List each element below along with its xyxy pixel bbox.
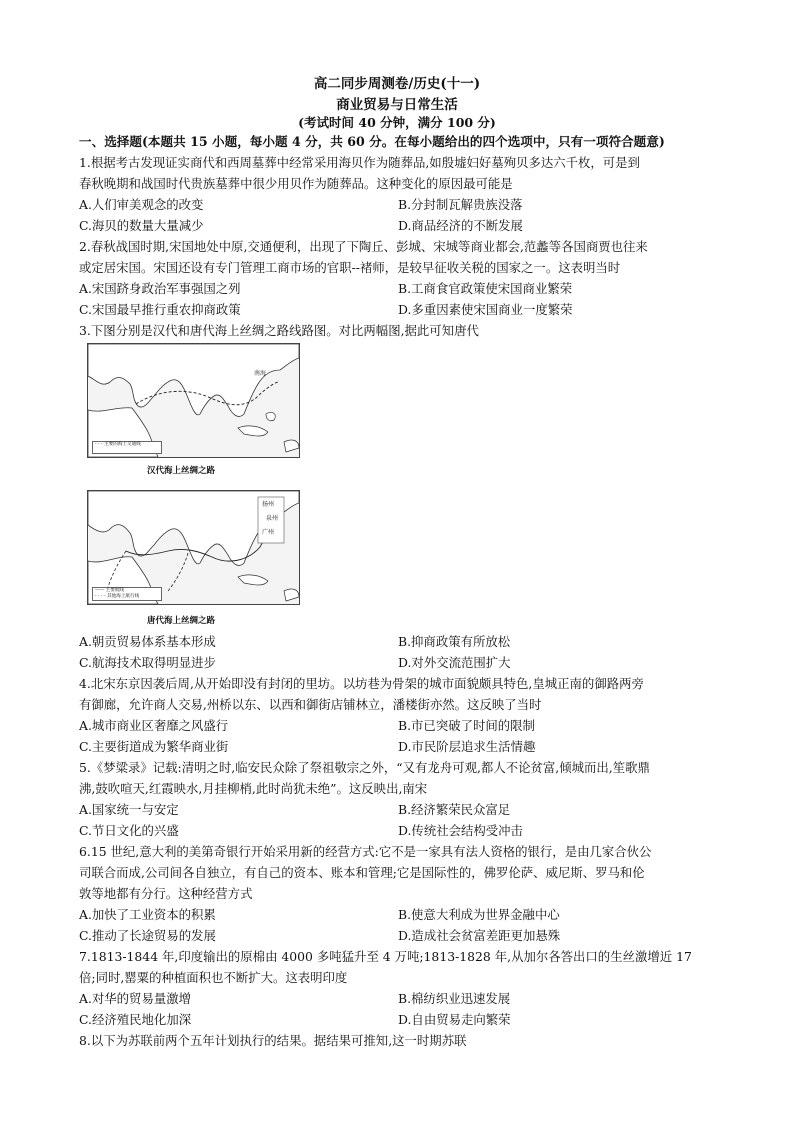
exam-title: 高二同步周测卷/历史(十一) [313, 76, 481, 92]
question-1-option-d[interactable]: D.商品经济的不断发展 [398, 218, 523, 233]
question-3-option-c[interactable]: C.航海技术取得明显进步 [79, 655, 216, 670]
tang-map-caption: 唐代海上丝绸之路 [147, 616, 216, 626]
tang-map-label-yangzhou: 扬州 [262, 501, 275, 508]
question-4-stem-cont: 有御廊，允许商人交易,州桥以东、以西和御街店铺林立，潘楼街亦然。这反映了当时 [79, 697, 542, 712]
question-6-stem-cont: 司联合而成,公司间各自独立，有自己的资本、账本和管理;它是国际性的，佛罗伦萨、威尼斯、罗马和伦 [79, 865, 645, 880]
question-1-option-a[interactable]: A.人们审美观念的改变 [79, 197, 204, 212]
question-2-stem-cont: 或定居宋国。宋国还设有专门管理工商市场的官职--褚师，是较早征收关税的国家之一。这表明当时 [79, 260, 621, 275]
question-6-option-a[interactable]: A.加快了工业资本的积累 [79, 907, 216, 922]
question-4-stem: 4.北宋东京因袭后周,从开始即没有封闭的里坊。以坊巷为骨架的城市面貌颇具特色,皇城正南的御路两旁 [79, 676, 644, 691]
han-map-label-nanhai: 南海 [254, 370, 267, 377]
tang-map-legend-main: —— 主要航线 [95, 588, 125, 593]
question-5-option-d[interactable]: D.传统社会结构受冲击 [398, 823, 523, 838]
section-heading: 一、选择题(本题共 15 小题，每小题 4 分，共 60 分。在每小题给出的四个选项中，只有一项符合题意) [79, 134, 665, 149]
question-1-option-b[interactable]: B.分封制瓦解贵族没落 [398, 197, 523, 212]
question-6-option-b[interactable]: B.使意大利成为世界金融中心 [398, 907, 560, 922]
question-7-option-b[interactable]: B.棉纺织业迅速发展 [398, 991, 511, 1006]
question-6-option-d[interactable]: D.造成社会贫富差距更加悬殊 [398, 928, 561, 943]
question-1-stem-cont: 春秋晚期和战国时代贵族墓葬中很少用贝作为随葬品。这种变化的原因最可能是 [79, 176, 513, 191]
question-7-stem: 7.1813-1844 年,印度输出的原棉由 4000 多吨猛升至 4 万吨;1813-1828 年,从加尔各答出口的生丝激增近 17 [79, 949, 692, 964]
tang-map-legend-other: - - - - 其他海上航行线 [95, 594, 140, 599]
question-2-option-c[interactable]: C.宋国最早推行重农抑商政策 [79, 302, 241, 317]
question-6-stem: 6.15 世纪,意大利的美第奇银行开始采用新的经营方式:它不是一家具有法人资格的银行，是由几家合伙公 [79, 844, 652, 859]
exam-info: (考试时间 40 分钟，满分 100 分) [298, 115, 496, 130]
question-1-stem: 1.根据考古发现证实商代和西周墓葬中经常采用海贝作为随葬品,如殷墟妇好墓殉贝多达六千枚，可是到 [79, 155, 640, 170]
question-4-option-b[interactable]: B.市已突破了时间的限制 [398, 718, 535, 733]
question-6-option-c[interactable]: C.推动了长途贸易的发展 [79, 928, 216, 943]
tang-map-label-quanzhou: 泉州 [266, 515, 279, 522]
question-7-option-c[interactable]: C.经济殖民地化加深 [79, 1012, 192, 1027]
question-5-option-a[interactable]: A.国家统一与安定 [79, 802, 179, 817]
tang-map-label-guangzhou: 广州 [262, 529, 275, 536]
question-5-stem: 5.《梦粱录》记载:清明之时,临安民众除了祭祖敬宗之外，“又有龙舟可观,都人不论贫富,倾城而出,笙歌鼎 [79, 760, 650, 775]
question-7-option-a[interactable]: A.对华的贸易量激增 [79, 991, 192, 1006]
question-7-option-d[interactable]: D.自由贸易走向繁荣 [398, 1012, 511, 1027]
question-4-option-a[interactable]: A.城市商业区奢靡之风盛行 [79, 718, 229, 733]
question-4-option-d[interactable]: D.市民阶层追求生活情趣 [398, 739, 536, 754]
question-6-stem-cont-2: 敦等地都有分行。这种经营方式 [79, 886, 253, 901]
han-map-legend: - - - 主要的海上交通线 [92, 441, 162, 454]
question-2-stem: 2.春秋战国时期,宋国地处中原,交通便利，出现了下陶丘、彭城、宋城等商业都会,范蠡等各国商贾也往来 [79, 239, 648, 254]
question-8-stem: 8.以下为苏联前两个五年计划执行的结果。据结果可推知,这一时期苏联 [79, 1033, 467, 1048]
question-2-option-d[interactable]: D.多重因素使宋国商业一度繁荣 [398, 302, 573, 317]
question-3-option-a[interactable]: A.朝贡贸易体系基本形成 [79, 634, 216, 649]
question-1-option-c[interactable]: C.海贝的数量大量减少 [79, 218, 204, 233]
question-2-option-a[interactable]: A.宋国跻身政治军事强国之列 [79, 281, 241, 296]
question-7-stem-cont: 倍;同时,罂粟的种植面积也不断扩大。这表明印度 [79, 970, 348, 985]
question-5-option-c[interactable]: C.节日文化的兴盛 [79, 823, 179, 838]
exam-subtitle: 商业贸易与日常生活 [336, 97, 458, 113]
tang-map-legend [92, 587, 162, 601]
question-3-option-d[interactable]: D.对外交流范围扩大 [398, 655, 511, 670]
tang-silk-road-map [87, 490, 300, 605]
question-3-option-b[interactable]: B.抑商政策有所放松 [398, 634, 511, 649]
han-silk-road-map [87, 343, 300, 458]
question-4-option-c[interactable]: C.主要街道成为繁华商业街 [79, 739, 229, 754]
question-5-stem-cont: 沸,鼓吹喧天,红霞映水,月挂柳梢,此时尚犹未绝”。这反映出,南宋 [79, 781, 428, 796]
question-2-option-b[interactable]: B.工商食官政策使宋国商业繁荣 [398, 281, 573, 296]
question-3-stem: 3.下图分别是汉代和唐代海上丝绸之路线路图。对比两幅图,据此可知唐代 [79, 323, 479, 338]
question-5-option-b[interactable]: B.经济繁荣民众富足 [398, 802, 511, 817]
han-map-caption: 汉代海上丝绸之路 [147, 466, 216, 476]
